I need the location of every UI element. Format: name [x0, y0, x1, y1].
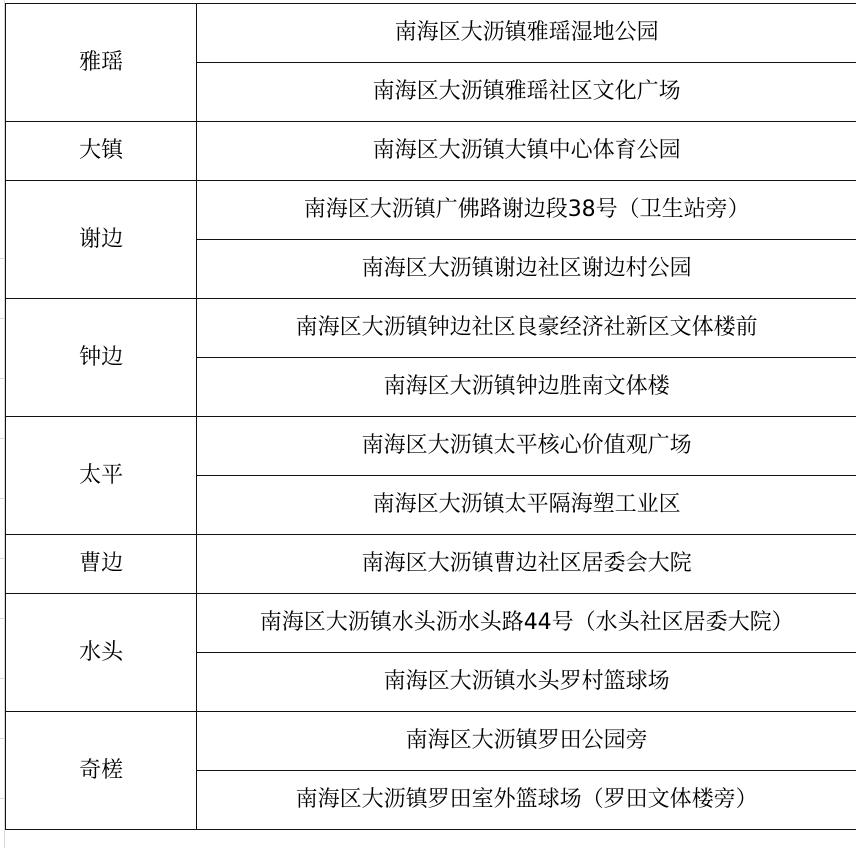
table-row: [6, 299, 856, 358]
site-cell[interactable]: 南海区大沥镇雅瑶湿地公园: [197, 4, 856, 63]
site-cell[interactable]: 南海区大沥镇曹边社区居委会大院: [197, 535, 856, 594]
site-cell[interactable]: 南海区大沥镇太平核心价值观广场: [197, 417, 856, 476]
table-row: [6, 4, 856, 63]
site-cell[interactable]: 南海区大沥镇罗田室外篮球场（罗田文体楼旁）: [197, 771, 856, 830]
area-cell[interactable]: 曹边: [6, 535, 197, 594]
site-cell[interactable]: 南海区大沥镇水头罗村篮球场: [197, 653, 856, 712]
site-cell[interactable]: 南海区大沥镇太平隔海塑工业区: [197, 476, 856, 535]
table-row: [6, 535, 856, 594]
area-cell[interactable]: 奇槎: [6, 712, 197, 830]
site-cell[interactable]: 南海区大沥镇雅瑶社区文化广场: [197, 63, 856, 122]
table-row: [6, 181, 856, 240]
site-cell[interactable]: 南海区大沥镇谢边社区谢边村公园: [197, 240, 856, 299]
site-cell[interactable]: 南海区大沥镇广佛路谢边段38号（卫生站旁）: [197, 181, 856, 240]
location-table: [5, 3, 856, 830]
table-row: [6, 712, 856, 771]
site-cell[interactable]: 南海区大沥镇钟边社区良豪经济社新区文体楼前: [197, 299, 856, 358]
site-cell[interactable]: 南海区大沥镇罗田公园旁: [197, 712, 856, 771]
table-row: [6, 594, 856, 653]
area-cell[interactable]: 谢边: [6, 181, 197, 299]
area-cell[interactable]: 雅瑶: [6, 4, 197, 122]
table-row: [6, 417, 856, 476]
area-cell[interactable]: 水头: [6, 594, 197, 712]
site-cell[interactable]: 南海区大沥镇大镇中心体育公园: [197, 122, 856, 181]
table-row: [6, 122, 856, 181]
site-cell[interactable]: 南海区大沥镇水头沥水头路44号（水头社区居委大院）: [197, 594, 856, 653]
area-cell[interactable]: 大镇: [6, 122, 197, 181]
site-cell[interactable]: 南海区大沥镇钟边胜南文体楼: [197, 358, 856, 417]
area-cell[interactable]: 太平: [6, 417, 197, 535]
area-cell[interactable]: 钟边: [6, 299, 197, 417]
